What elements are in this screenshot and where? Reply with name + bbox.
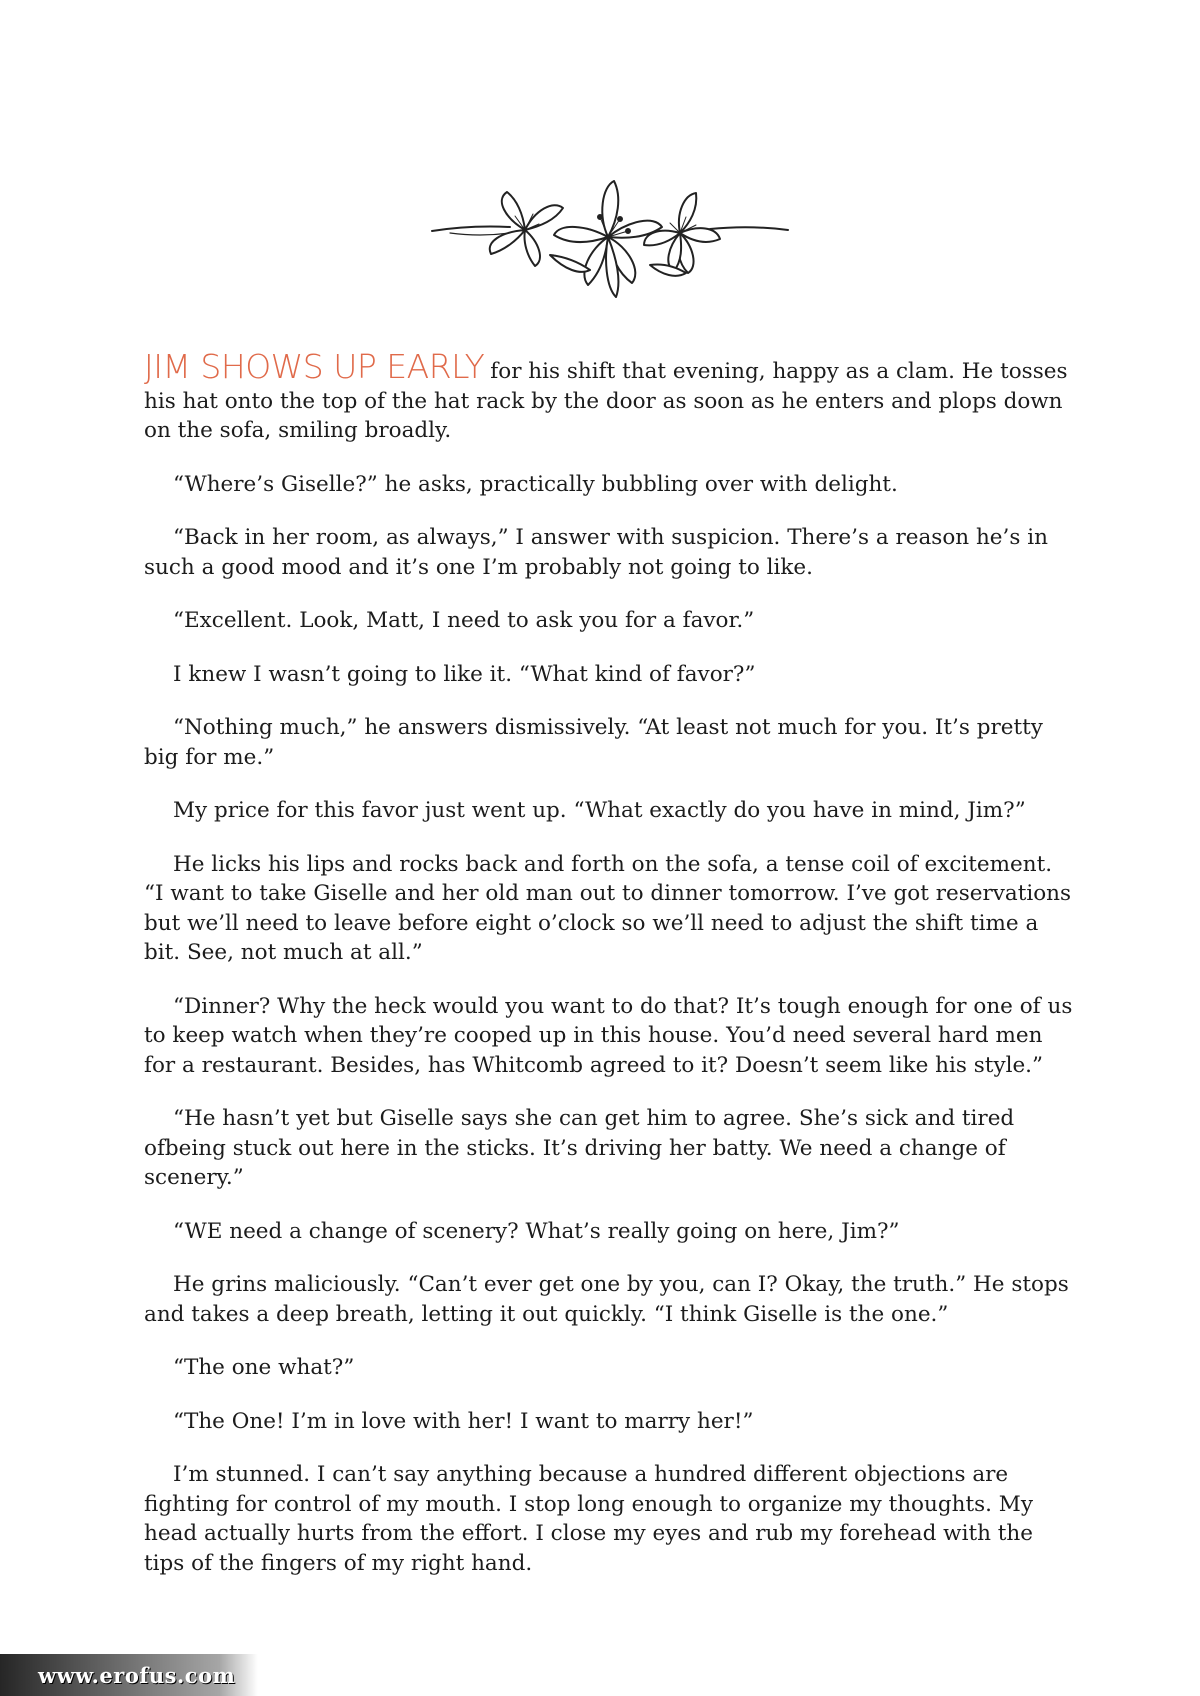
paragraph-7: My price for this favor just went up. “What exactly do you have in mind, Jim?”: [173, 798, 1026, 823]
paragraph-5: I knew I wasn’t going to like it. “What kind of favor?”: [173, 661, 756, 687]
lily-flowers-ornament-icon: [430, 175, 790, 320]
paragraph-6: “Nothing much,” he answers dismissively. “At least not much for you. It’s pretty big for me.”: [144, 715, 1043, 770]
paragraph-10: “He hasn’t yet but Giselle says she can get him to agree. She’s sick and tired ofbeing stuck out here in the sticks. It’s driving her batty. We need a change of scenery.”: [144, 1106, 1015, 1190]
paragraph-1: [144, 347, 1074, 446]
paragraph-3: “Back in her room, as always,” I answer with suspicion. There’s a reason he’s in such a good mood and it’s one I’m probably not going to like.: [144, 525, 1048, 580]
paragraph-4: “Excellent. Look, Matt, I need to ask you for a favor.”: [173, 608, 755, 633]
chapter-lead-in: JIM SHOWS UP EARLY: [144, 347, 485, 386]
paragraph-text: for his shift that evening, happy as a clam. He tosses his hat onto the top of the hat rack by the door as soon as he enters and plops down on the sofa, smiling broadly.: [144, 359, 1068, 443]
paragraph-11: “WE need a change of scenery? What’s really going on here, Jim?”: [173, 1218, 900, 1244]
paragraph-15: I’m stunned. I can’t say anything because a hundred different objections are fighting for control of my mouth. I stop long enough to organize my thoughts. My head actually hurts from the effort. I close my eyes and rub my forehead with the tips of the fingers of my right hand.: [144, 1462, 1033, 1576]
watermark-text[interactable]: www.erofus.com: [38, 1662, 236, 1688]
watermark-banner[interactable]: [0, 1654, 258, 1696]
paragraph-9: “Dinner? Why the heck would you want to do that? It’s tough enough for one of us to keep watch when they’re cooped up in this house. You’d need several hard men for a restaurant. Besides, has Whitcomb agreed to it? Doesn’t seem like his style.”: [144, 993, 1073, 1078]
paragraph-2: “Where’s Giselle?” he asks, practically bubbling over with delight.: [173, 471, 898, 497]
paragraph-8: He licks his lips and rocks back and forth on the sofa, a tense coil of excitement. “I want to take Giselle and her old man out to dinner tomorrow. I’ve got reservations but we’ll need to leave before eight o’clock so we’ll need to adjust the shift time a bit. See, not much at all.”: [144, 851, 1072, 965]
paragraph-13: “The one what?”: [173, 1355, 355, 1380]
story-text: [144, 347, 1074, 1602]
paragraph-12: He grins maliciously. “Can’t ever get one by you, can I? Okay, the truth.” He stops and takes a deep breath, letting it out quickly. “I think Giselle is the one.”: [144, 1272, 1069, 1327]
paragraph-14: “The One! I’m in love with her! I want to marry her!”: [173, 1408, 754, 1434]
